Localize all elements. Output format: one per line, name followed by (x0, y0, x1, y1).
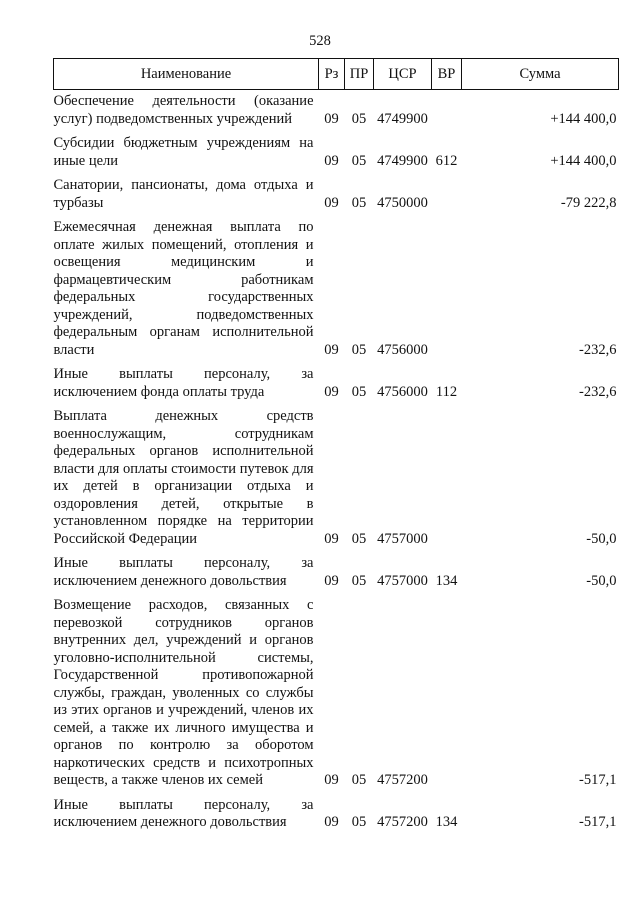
row-rz: 09 (324, 341, 339, 358)
table-row (54, 590, 619, 790)
table-row (54, 548, 619, 590)
row-rz: 09 (324, 572, 339, 589)
table-row (54, 359, 619, 401)
row-sum: -50,0 (586, 530, 617, 547)
row-sum: +144 400,0 (550, 110, 617, 127)
row-sum: -232,6 (579, 383, 617, 400)
row-csr: 4749900 (377, 110, 428, 127)
row-sum: -79 222,8 (560, 194, 617, 211)
row-sum: -517,1 (579, 814, 617, 830)
table-row (54, 90, 619, 129)
budget-table (53, 58, 619, 832)
row-rz: 09 (324, 152, 339, 169)
row-vr: 134 (435, 814, 458, 830)
row-vr: 612 (435, 152, 458, 169)
row-name: Санатории, пансионаты, дома отдыха и турбазы (53, 177, 314, 211)
row-pr: 05 (351, 341, 367, 358)
row-rz: 09 (324, 110, 339, 127)
header-name: Наименование (54, 59, 319, 90)
header-pr: ПР (345, 59, 374, 90)
row-vr (432, 90, 462, 129)
row-pr: 05 (351, 152, 367, 169)
header-sum: Сумма (462, 59, 619, 90)
row-rz: 09 (324, 194, 339, 211)
header-csr: ЦСР (374, 59, 432, 90)
header-rz: Рз (319, 59, 345, 90)
row-name: Субсидии бюджетным учреждениям на иные цели (53, 135, 314, 169)
row-rz: 09 (324, 530, 339, 547)
row-pr: 05 (351, 772, 367, 788)
row-name: Иные выплаты персоналу, за исключением денежного довольствия (53, 796, 314, 830)
row-pr: 05 (351, 572, 367, 589)
row-csr: 4750000 (377, 194, 428, 211)
header-vr: ВР (432, 59, 462, 90)
table-row (54, 401, 619, 548)
row-vr (432, 401, 462, 548)
row-vr: 134 (435, 572, 458, 589)
table-row (54, 128, 619, 170)
row-name: Возмещение расходов, связанных с перевозкой сотрудников органов внутренних дел, учреждений и органов уголовно-исполнительной системы, Государственной противопожарной службы, граждан, уволенных со службы из этих органов и учреждений, членов их семей, а также их личного имущества и органов по контролю за оборотом наркотических средств и психотропных веществ, а также членов их семей (53, 597, 314, 788)
row-sum: +144 400,0 (550, 152, 617, 169)
row-sum: -50,0 (586, 572, 617, 589)
table-header-row (54, 59, 619, 90)
row-rz: 09 (324, 772, 339, 788)
row-csr: 4757200 (377, 814, 428, 830)
row-vr (432, 590, 462, 790)
row-pr: 05 (351, 383, 367, 400)
row-csr: 4756000 (377, 341, 428, 358)
row-rz: 09 (324, 814, 339, 830)
row-csr: 4757000 (377, 572, 428, 589)
row-vr: 112 (435, 383, 458, 400)
row-name: Обеспечение деятельности (оказание услуг) подведомственных учреждений (53, 93, 314, 127)
row-pr: 05 (351, 530, 367, 547)
row-name: Иные выплаты персоналу, за исключением денежного довольствия (53, 555, 314, 589)
row-pr: 05 (351, 814, 367, 830)
row-csr: 4749900 (377, 152, 428, 169)
row-name: Иные выплаты персоналу, за исключением фонда оплаты труда (53, 366, 314, 400)
table-row (54, 170, 619, 212)
row-vr (432, 212, 462, 359)
row-sum: -517,1 (579, 772, 617, 788)
page-number: 528 (309, 33, 331, 49)
row-csr: 4757200 (377, 772, 428, 788)
row-sum: -232,6 (579, 341, 617, 358)
row-vr (432, 170, 462, 212)
row-pr: 05 (351, 110, 367, 127)
table-row (54, 212, 619, 359)
row-csr: 4756000 (377, 383, 428, 400)
row-rz: 09 (324, 383, 339, 400)
row-csr: 4757000 (377, 530, 428, 547)
row-name: Ежемесячная денежная выплата по оплате жилых помещений, отопления и освещения медицинским и фармацевтическим работникам федеральных государственных учреждений, подведомственных федеральным органам исполнительной власти (53, 219, 314, 358)
row-pr: 05 (351, 194, 367, 211)
table-row (54, 790, 619, 832)
row-name: Выплата денежных средств военнослужащим, сотрудникам федеральных органов исполнительной власти для оплаты стоимости путевок для их детей в организации отдыха и оздоровления детей, открытые в установленном порядке на территории Российской Федерации (53, 408, 314, 547)
